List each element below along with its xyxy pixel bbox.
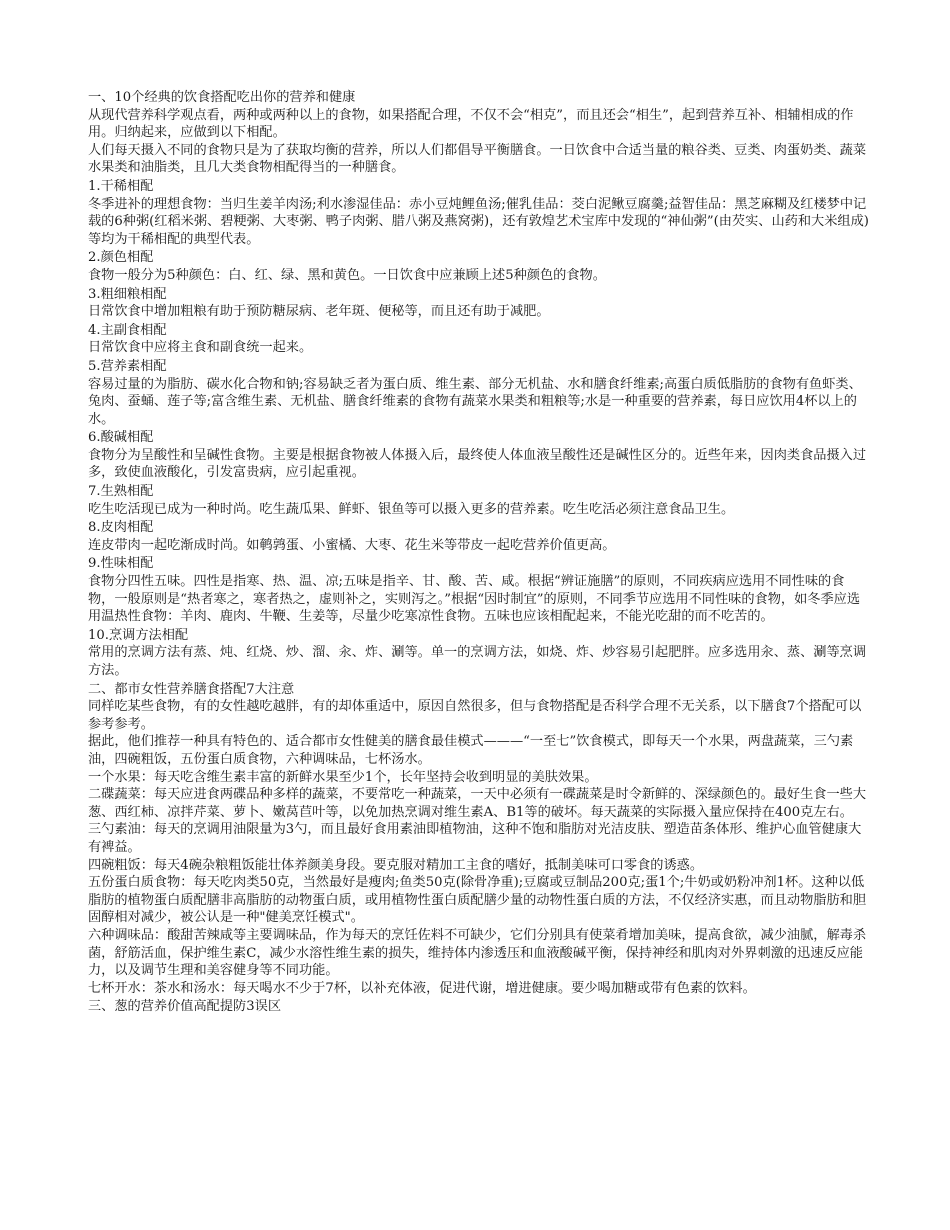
paragraph-balanced-diet: 人们每天摄入不同的食物只是为了获取均衡的营养，所以人们都倡导平衡膳食。一日饮食中合适当量的粮谷类、豆类、肉蛋奶类、蔬菜水果类和油脂类，且几大类食物相配得当的一种膳食。 <box>88 142 867 176</box>
paragraph-7: 吃生吃活现已成为一种时尚。吃生蔬瓜果、鲜虾、银鱼等可以摄入更多的营养素。吃生吃活必须注意食品卫生。 <box>88 501 735 517</box>
paragraph-seven-water: 七杯开水：茶水和汤水：每天喝水不少于7杯，以补充体液，促进代谢，增进健康。要少喝加糖或带有色素的饮料。 <box>88 980 756 996</box>
paragraph-two-vegetables: 二碟蔬菜：每天应进食两碟品种多样的蔬菜，不要常吃一种蔬菜，一天中必须有一碟蔬菜是时令新鲜的、深绿颜色的。最好生食一些大葱、西红柿、凉拌芹菜、萝卜、嫩莴苣叶等，以免加热烹调对维生素A、B1等的破坏。每天蔬菜的实际摄入量应保持在400克左右。 <box>88 787 867 820</box>
paragraph-six-seasonings: 六种调味品：酸甜苦辣咸等主要调味品，作为每天的烹饪佐料不可缺少，它们分别具有使菜肴增加美味，提高食欲，减少油腻，解毒杀菌，舒筋活血，保护维生素C，减少水溶性维生素的损失，维持体内渗透压和血液酸碱平衡，保持神经和肌肉对外界刺激的迅速反应能力，以及调节生理和美容健身等不同功能。 <box>88 927 867 979</box>
paragraph-one-to-seven: 据此，他们推荐一种具有特色的、适合都市女性健美的膳食最佳模式———“一至七”饮食模式，即每天一个水果，两盘蔬菜，三勺素油，四碗粗饭，五份蛋白质食物，六种调味品，七杯汤水。 <box>88 734 854 767</box>
subheading-5: 5.营养素相配 <box>88 358 167 374</box>
paragraph-three-oil: 三勺素油：每天的烹调用油限量为3勺，而且最好食用素油即植物油，这种不饱和脂肪对光洁皮肤、塑造苗条体形、维护心血管健康大有裨益。 <box>88 822 862 855</box>
paragraph-one-fruit: 一个水果：每天吃含维生素丰富的新鲜水果至少1个，长年坚持会收到明显的美肤效果。 <box>88 769 598 785</box>
section-heading-3: 三、葱的营养价值高配提防3误区 <box>88 999 282 1015</box>
subheading-9: 9.性味相配 <box>88 556 154 572</box>
paragraph-3: 日常饮食中增加粗粮有助于预防糖尿病、老年斑、便秘等，而且还有助于减肥。 <box>88 304 550 320</box>
subheading-6: 6.酸碱相配 <box>88 430 154 446</box>
document-page <box>88 88 870 1016</box>
paragraph-6: 食物分为呈酸性和呈碱性食物。主要是根据食物被人体摄入后，最终使人体血液呈酸性还是碱性区分的。近些年来，因肉类食品摄入过多，致使血液酸化，引发富贵病，应引起重视。 <box>88 447 867 481</box>
paragraph-4: 日常饮食中应将主食和副食统一起来。 <box>88 340 313 356</box>
paragraph-four-grains: 四碗粗饭：每天4碗杂粮粗饭能壮体养颜美身段。要克服对精加工主食的嗜好，抵制美味可口零食的诱惑。 <box>88 857 704 873</box>
paragraph-1: 冬季进补的理想食物：当归生姜羊肉汤;利水渗湿佳品：赤小豆炖鲤鱼汤;催乳佳品：茭白泥鳅豆腐羹;益智佳品：黑芝麻糊及红楼梦中记载的6种粥(红稻米粥、碧粳粥、大枣粥、鸭子肉粥、腊八粥及燕窝粥)，还有敦煌艺术宝库中发现的“神仙粥”(由芡实、山药和大米组成)等均为干稀相配的典型代表。 <box>88 196 869 247</box>
paragraph-9: 食物分四性五味。四性是指寒、热、温、凉;五味是指辛、甘、酸、苦、咸。根据“辨证施膳”的原则，不同疾病应选用不同性味的食物，一般原则是“热者寒之，寒者热之，虚则补之，实则泻之。”根据“因时制宜”的原则，不同季节应选用不同性味的食物，如冬季应选用温热性食物：羊肉、鹿肉、牛鞭、生姜等，尽量少吃寒凉性食物。五味也应该相配起来，不能光吃甜的而不吃苦的。 <box>88 574 861 625</box>
paragraph-5: 容易过量的为脂肪、碳水化合物和钠;容易缺乏者为蛋白质、维生素、部分无机盐、水和膳食纤维素;高蛋白质低脂肪的食物有鱼虾类、兔肉、蚕蛹、莲子等;富含维生素、无机盐、膳食纤维素的食物有蔬菜水果类和粗粮等;水是一种重要的营养素，每日应饮用4杯以上的水。 <box>88 376 862 427</box>
paragraph-five-protein: 五份蛋白质食物：每天吃肉类50克，当然最好是瘦肉;鱼类50克(除骨净重);豆腐或豆制品200克;蛋1个;牛奶或奶粉冲剂1杯。这种以低脂肪的植物蛋白质配膳非高脂肪的动物蛋白质，或用植物性蛋白质配膳少量的动物性蛋白质的方法，不仅经济实惠，而且动物脂肪和胆固醇相对减少，被公认是一种"健美烹饪模式"。 <box>88 875 867 926</box>
paragraph-8: 连皮带肉一起吃渐成时尚。如鹌鹑蛋、小蜜橘、大枣、花生米等带皮一起吃营养价值更高。 <box>88 537 616 553</box>
section-heading-1: 一、10个经典的饮食搭配吃出你的营养和健康 <box>88 90 356 105</box>
subheading-8: 8.皮肉相配 <box>88 520 154 536</box>
subheading-1: 1.干稀相配 <box>88 178 154 194</box>
subheading-7: 7.生熟相配 <box>88 484 154 500</box>
paragraph-women-intro: 同样吃某些食物，有的女性越吃越胖，有的却体重适中，原因自然很多，但与食物搭配是否科学合理不无关系，以下膳食7个搭配可以参考参考。 <box>88 699 862 732</box>
subheading-2: 2.颜色相配 <box>88 250 154 266</box>
paragraph-intro: 从现代营养科学观点看，两种或两种以上的食物，如果搭配合理，不仅不会“相克”，而且还会“相生”，起到营养互补、相辅相成的作用。归纳起来，应做到以下相配。 <box>88 107 854 141</box>
subheading-4: 4.主副食相配 <box>88 322 167 338</box>
section-heading-2: 二、都市女性营养膳食搭配7大注意 <box>88 681 295 697</box>
subheading-10: 10.烹调方法相配 <box>88 627 189 643</box>
subheading-3: 3.粗细粮相配 <box>88 286 167 302</box>
paragraph-10: 常用的烹调方法有蒸、炖、红烧、炒、溜、汆、炸、涮等。单一的烹调方法，如烧、炸、炒容易引起肥胖。应多选用汆、蒸、涮等烹调方法。 <box>88 645 867 678</box>
paragraph-2: 食物一般分为5种颜色：白、红、绿、黑和黄色。一日饮食中应兼顾上述5种颜色的食物。 <box>88 267 606 283</box>
